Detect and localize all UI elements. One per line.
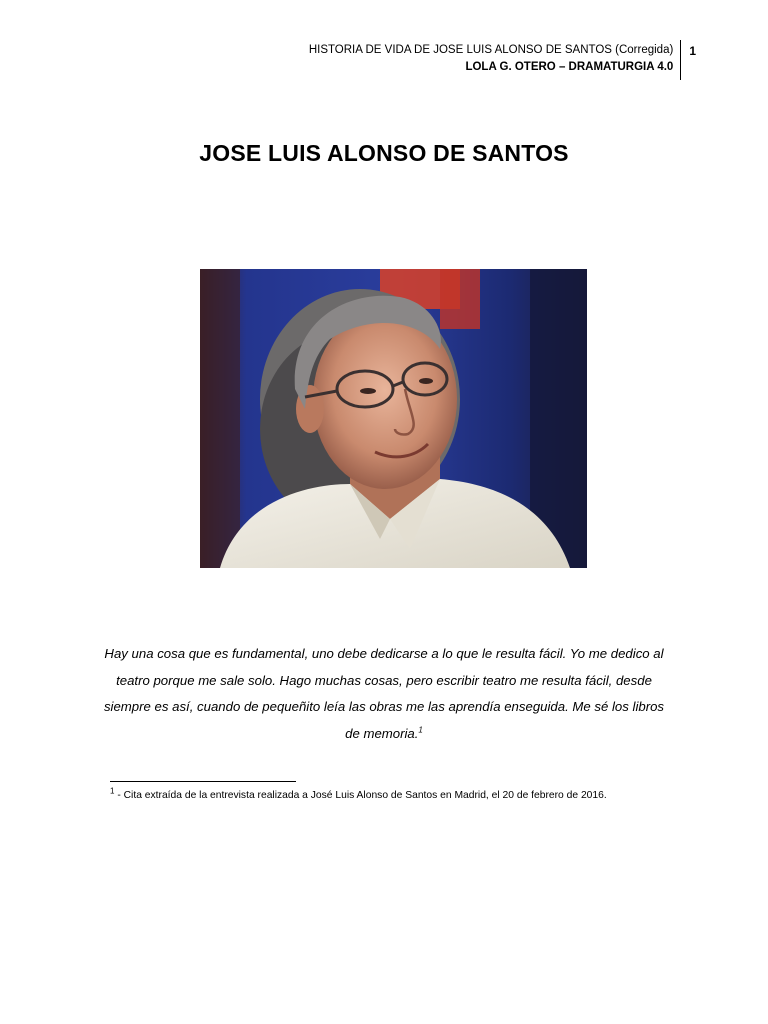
quote-text: Hay una cosa que es fundamental, uno debe dedicarse a lo que le resulta fácil. Yo me dedico al teatro porque me sale solo. Hago muchas cosas, pero escribir teatro me resulta fácil, desde siempre es así, cuando de pequeñito leía las obras me las aprendía enseguida. Me sé los libros de memoria. [103, 646, 665, 741]
header-text [309, 40, 682, 80]
footnote-separator [110, 781, 296, 782]
footnote-text: - Cita extraída de la entrevista realizada a José Luis Alonso de Santos en Madrid, el 20 de febrero de 2016. [114, 790, 607, 801]
page-title: JOSE LUIS ALONSO DE SANTOS [199, 140, 569, 166]
footnote-marker: 1 [110, 786, 115, 796]
quote-block [100, 641, 668, 747]
footnote [110, 788, 710, 804]
header-document-title: HISTORIA DE VIDA DE JOSE LUIS ALONSO DE SANTOS (Corregida) [308, 44, 674, 56]
header-author: LOLA G. OTERO – DRAMATURGIA 4.0 [465, 61, 674, 73]
page-header [309, 40, 696, 80]
footnote-reference[interactable]: 1 [418, 725, 423, 735]
page-number: 1 [689, 44, 696, 58]
portrait-photo [200, 269, 587, 568]
